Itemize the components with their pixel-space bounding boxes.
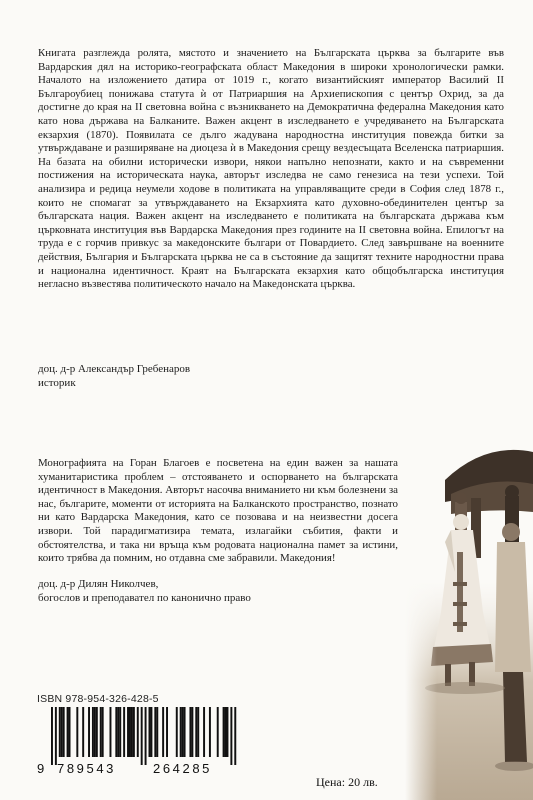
barcode-bar [76,707,78,757]
barcode-left-group: 789543 [57,761,116,776]
isbn-number: ISBN 978-954-326-428-5 [37,693,159,705]
barcode [37,707,245,765]
barcode-bar [133,707,135,757]
barcode-bar [217,707,219,757]
barcode-bar [154,707,156,757]
barcode-bar [145,707,147,765]
barcode-bar [94,707,96,757]
barcode-bar [96,707,98,757]
barcode-bar [182,707,184,757]
barcode-bar [110,707,112,757]
barcode-bar [115,707,117,757]
barcode-bar [203,707,205,757]
barcode-right-group: 264285 [153,761,212,776]
barcode-bar [100,707,102,757]
barcode-bar [137,707,139,757]
barcode-bar [55,707,57,765]
barcode-bar [117,707,119,757]
barcode-bar [225,707,227,757]
reviewer-signature-2 [38,577,251,605]
barcode-bar [176,707,178,757]
barcode-bar [67,707,69,757]
barcode-bar [63,707,65,757]
barcode-bar [149,707,151,757]
barcode-bar [150,707,152,757]
barcode-bar [162,707,164,757]
barcode-bar [88,707,90,757]
barcode-bar [141,707,143,765]
reviewer-name: доц. д-р Александър Гребенаров [38,363,191,375]
barcode-bar [223,707,225,757]
barcode-bar [189,707,191,757]
barcode-bar [129,707,131,757]
barcode-bar [227,707,229,757]
reviewer-name: доц. д-р Дилян Николчев, [38,578,159,590]
barcode-first-digit: 9 [37,761,45,776]
reviewer-title: богослов и преподавател по канонично право [38,592,251,604]
barcode-bar [195,707,197,757]
barcode-bar [197,707,199,757]
barcode-bar [123,707,125,757]
barcode-bar [69,707,71,757]
historical-photo [405,432,533,800]
barcode-bar [82,707,84,757]
barcode-bar [61,707,63,757]
barcode-digits [37,761,245,776]
isbn-barcode-block [37,693,245,776]
description-paragraph: Книгата разглежда ролята, мястото и значението на Българската църква за българите във Вардарския дял на историко-географската област Македония в широки хронологически рамки. Началото на изложението датира от 1019 г., когато византийският император Василий II Българоубиец понижава статута ѝ от Патриаршия на Архиепископия с център Охрид, за да достигне до края на II световна война с възникването на Демократична федерална Македония като като нова държава на Балканите. Важен акцент в изследването е учредяването на Българската екзархия (1870). Появилата се дълго жадувана народностна институция повежда битки за утвърждаване и разширяване на диоцеза ѝ в Македония срещу вездесъщата Вселенска патриаршия. На базата на обилни исторически извори, някои напълно непознати, както и на съвременни постижения на историческата наука, авторът изследва не само генезиса на тези успехи. Той анализира и редица неумели ходове в политиката на управляващите среди в София след 1878 г., които не спомагат за утвърждаването на Екзархията като духовно-обединителен център за българската нация. Важен акцент на изследването е политиката на българската държава към църковната институция във Вардарска Македония през годините на II световна война. Епилогът на труда е с горчив привкус за македонските българи от Повардието. След завършване на военните действия, България и Българската църква не са в състояние да защитят техните народностни права и национална идентичност. Краят на Българската екзархия като общобългарска институция неглaсно възвестява политическото начало на Македонската църква. [38,47,504,291]
barcode-bar [119,707,121,757]
barcode-bar [92,707,94,757]
barcode-bar [156,707,158,757]
barcode-bar [59,707,61,757]
barcode-bar [131,707,133,757]
price-label: Цена: 20 лв. [316,775,378,789]
barcode-bar [102,707,104,757]
barcode-bar [51,707,53,765]
barcode-bar [127,707,129,757]
reviewer-signature-1 [38,362,190,390]
reviewer-title: историк [38,377,76,389]
barcode-bar [230,707,232,765]
review-paragraph: Монографията на Горан Благоев е посветена на един важен за нашата хуманитаристика проблем – отстояването и оспорването на българската идентичност в Македония. Авторът насочва вниманието ни към болезнени за нас, българите, моменти от историята на Балканското пространство, познато ни като Вардарска Македония, като се позовава и на неизвестни досега извори. Той парадигматизира темата, излагайки събития, факти и обстоятелства, и така ни връща към родовата национална памет за истини, които трябва да помним, но отдавна сме забравили. Македония! [38,457,398,565]
barcode-bar [191,707,193,757]
barcode-bar [166,707,168,757]
barcode-bar [209,707,211,757]
barcode-bar [184,707,186,757]
barcode-bar [180,707,182,757]
barcode-bar [234,707,236,765]
